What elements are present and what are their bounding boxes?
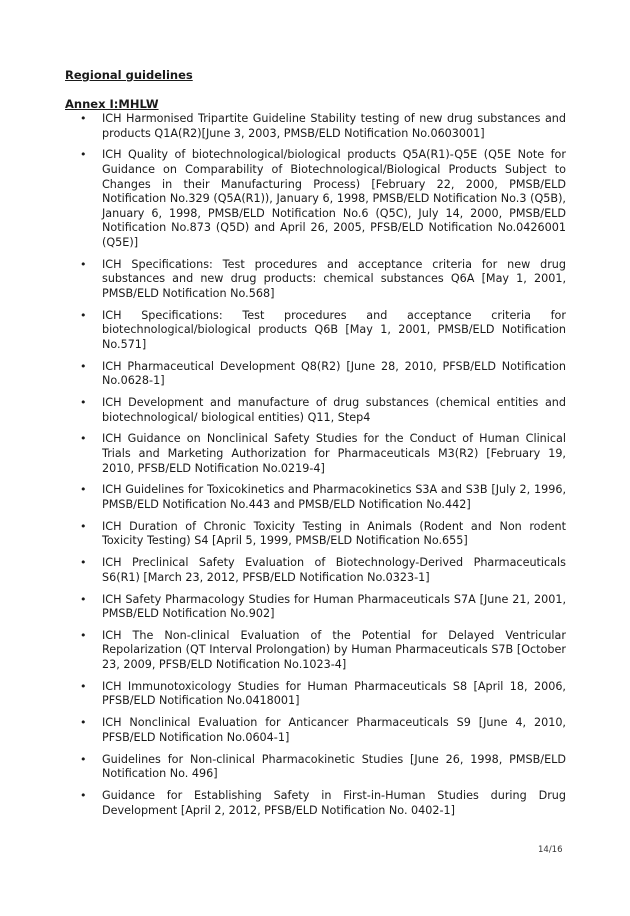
list-item-text: ICH Immunotoxicology Studies for Human Pharmaceuticals S8 [April 18, 2006, PFSB/ELD Notification No.0418001] (102, 679, 566, 708)
list-item-text: ICH Quality of biotechnological/biological products Q5A(R1)-Q5E (Q5E Note for Guidance on Comparability of Biotechnological/Biological Products Subject to Changes in their Manufacturing Process) [February 22, 2000, PMSB/ELD Notification No.329 (Q5A(R1)), January 6, 1998, PMSB/ELD Notification No.3 (Q5B), January 6, 1998, PMSB/ELD Notification No.6 (Q5C), July 14, 2000, PMSB/ELD Notification No.873 (Q5D) and April 26, 2005, PFSB/ELD Notification No.0426001 (Q5E)] (102, 148, 566, 249)
bullet-icon: • (80, 679, 87, 693)
list-item-text: ICH Development and manufacture of drug substances (chemical entities and biotechnological/ biological entities) Q11, Step4 (102, 396, 566, 424)
list-item (80, 629, 566, 673)
list-item-text: ICH The Non-clinical Evaluation of the Potential for Delayed Ventricular Repolarization (QT Interval Prolongation) by Human Pharmaceuticals S7B [October 23, 2009, PFSB/ELD Notification No.1023-4] (102, 628, 566, 672)
list-item-text: ICH Nonclinical Evaluation for Anticancer Pharmaceuticals S9 [June 4, 2010, PFSB/ELD Notification No.0604-1] (102, 716, 566, 744)
list-item-text: ICH Specifications: Test procedures and acceptance criteria for new drug substances and new drug products: chemical substances Q6A [May 1, 2001, PMSB/ELD Notification No.568] (102, 257, 566, 300)
list-item (80, 396, 566, 425)
bullet-icon: • (80, 396, 87, 410)
bullet-icon: • (80, 112, 87, 125)
list-item (80, 360, 566, 389)
list-item-text: ICH Harmonised Tripartite Guideline Stability testing of new drug substances and products Q1A(R2)[June 3, 2003, PMSB/ELD Notification No.0603001] (102, 112, 566, 140)
bullet-icon: • (80, 788, 87, 802)
list-item (80, 483, 566, 512)
guideline-list (80, 112, 566, 825)
list-item (80, 432, 566, 476)
list-item-text: ICH Safety Pharmacology Studies for Human Pharmaceuticals S7A [June 21, 2001, PMSB/ELD Notification No.902] (102, 592, 566, 621)
list-item-text: ICH Duration of Chronic Toxicity Testing in Animals (Rodent and Non rodent Toxicity Testing) S4 [April 5, 1999, PMSB/ELD Notification No.655] (102, 519, 566, 548)
bullet-icon: • (80, 556, 87, 570)
bullet-icon: • (80, 148, 87, 162)
list-item-text: Guidance for Establishing Safety in First-in-Human Studies during Drug Development [April 2, 2012, PFSB/ELD Notification No. 0402-1] (102, 788, 566, 817)
list-item (80, 789, 566, 818)
page-number: 14/16 (538, 845, 563, 855)
list-item (80, 258, 566, 302)
list-item (80, 148, 566, 250)
list-item (80, 112, 566, 141)
list-item-text: ICH Guidelines for Toxicokinetics and Pharmacokinetics S3A and S3B [July 2, 1996, PMSB/ELD Notification No.443 and PMSB/ELD Notification No.442] (102, 483, 566, 511)
list-item (80, 680, 566, 709)
list-item-text: ICH Preclinical Safety Evaluation of Biotechnology-Derived Pharmaceuticals S6(R1) [March 23, 2012, PFSB/ELD Notification No.0323-1] (102, 556, 566, 584)
list-item (80, 556, 566, 585)
list-item (80, 309, 566, 353)
list-item (80, 753, 566, 782)
list-item-text: Guidelines for Non-clinical Pharmacokinetic Studies [June 26, 1998, PMSB/ELD Notification No. 496] (102, 752, 566, 781)
bullet-icon: • (80, 592, 87, 606)
annex-heading: Annex I:MHLW (65, 97, 159, 111)
list-item-text: ICH Pharmaceutical Development Q8(R2) [June 28, 2010, PFSB/ELD Notification No.0628-1] (102, 359, 566, 388)
section-heading: Regional guidelines (65, 68, 193, 82)
bullet-icon: • (80, 483, 87, 497)
list-item (80, 593, 566, 622)
bullet-icon: • (80, 359, 87, 373)
bullet-icon: • (80, 716, 87, 730)
bullet-icon: • (80, 519, 87, 533)
list-item-text: ICH Specifications: Test procedures and acceptance criteria for biotechnological/biological products Q6B [May 1, 2001, PMSB/ELD Notification No.571] (102, 308, 566, 351)
bullet-icon: • (80, 752, 87, 766)
list-item (80, 716, 566, 745)
bullet-icon: • (80, 308, 87, 322)
bullet-icon: • (80, 257, 87, 271)
bullet-icon: • (80, 628, 87, 642)
list-item (80, 520, 566, 549)
bullet-icon: • (80, 432, 87, 446)
list-item-text: ICH Guidance on Nonclinical Safety Studies for the Conduct of Human Clinical Trials and Marketing Authorization for Pharmaceuticals M3(R2) [February 19, 2010, PFSB/ELD Notification No.0219-4] (102, 432, 566, 475)
